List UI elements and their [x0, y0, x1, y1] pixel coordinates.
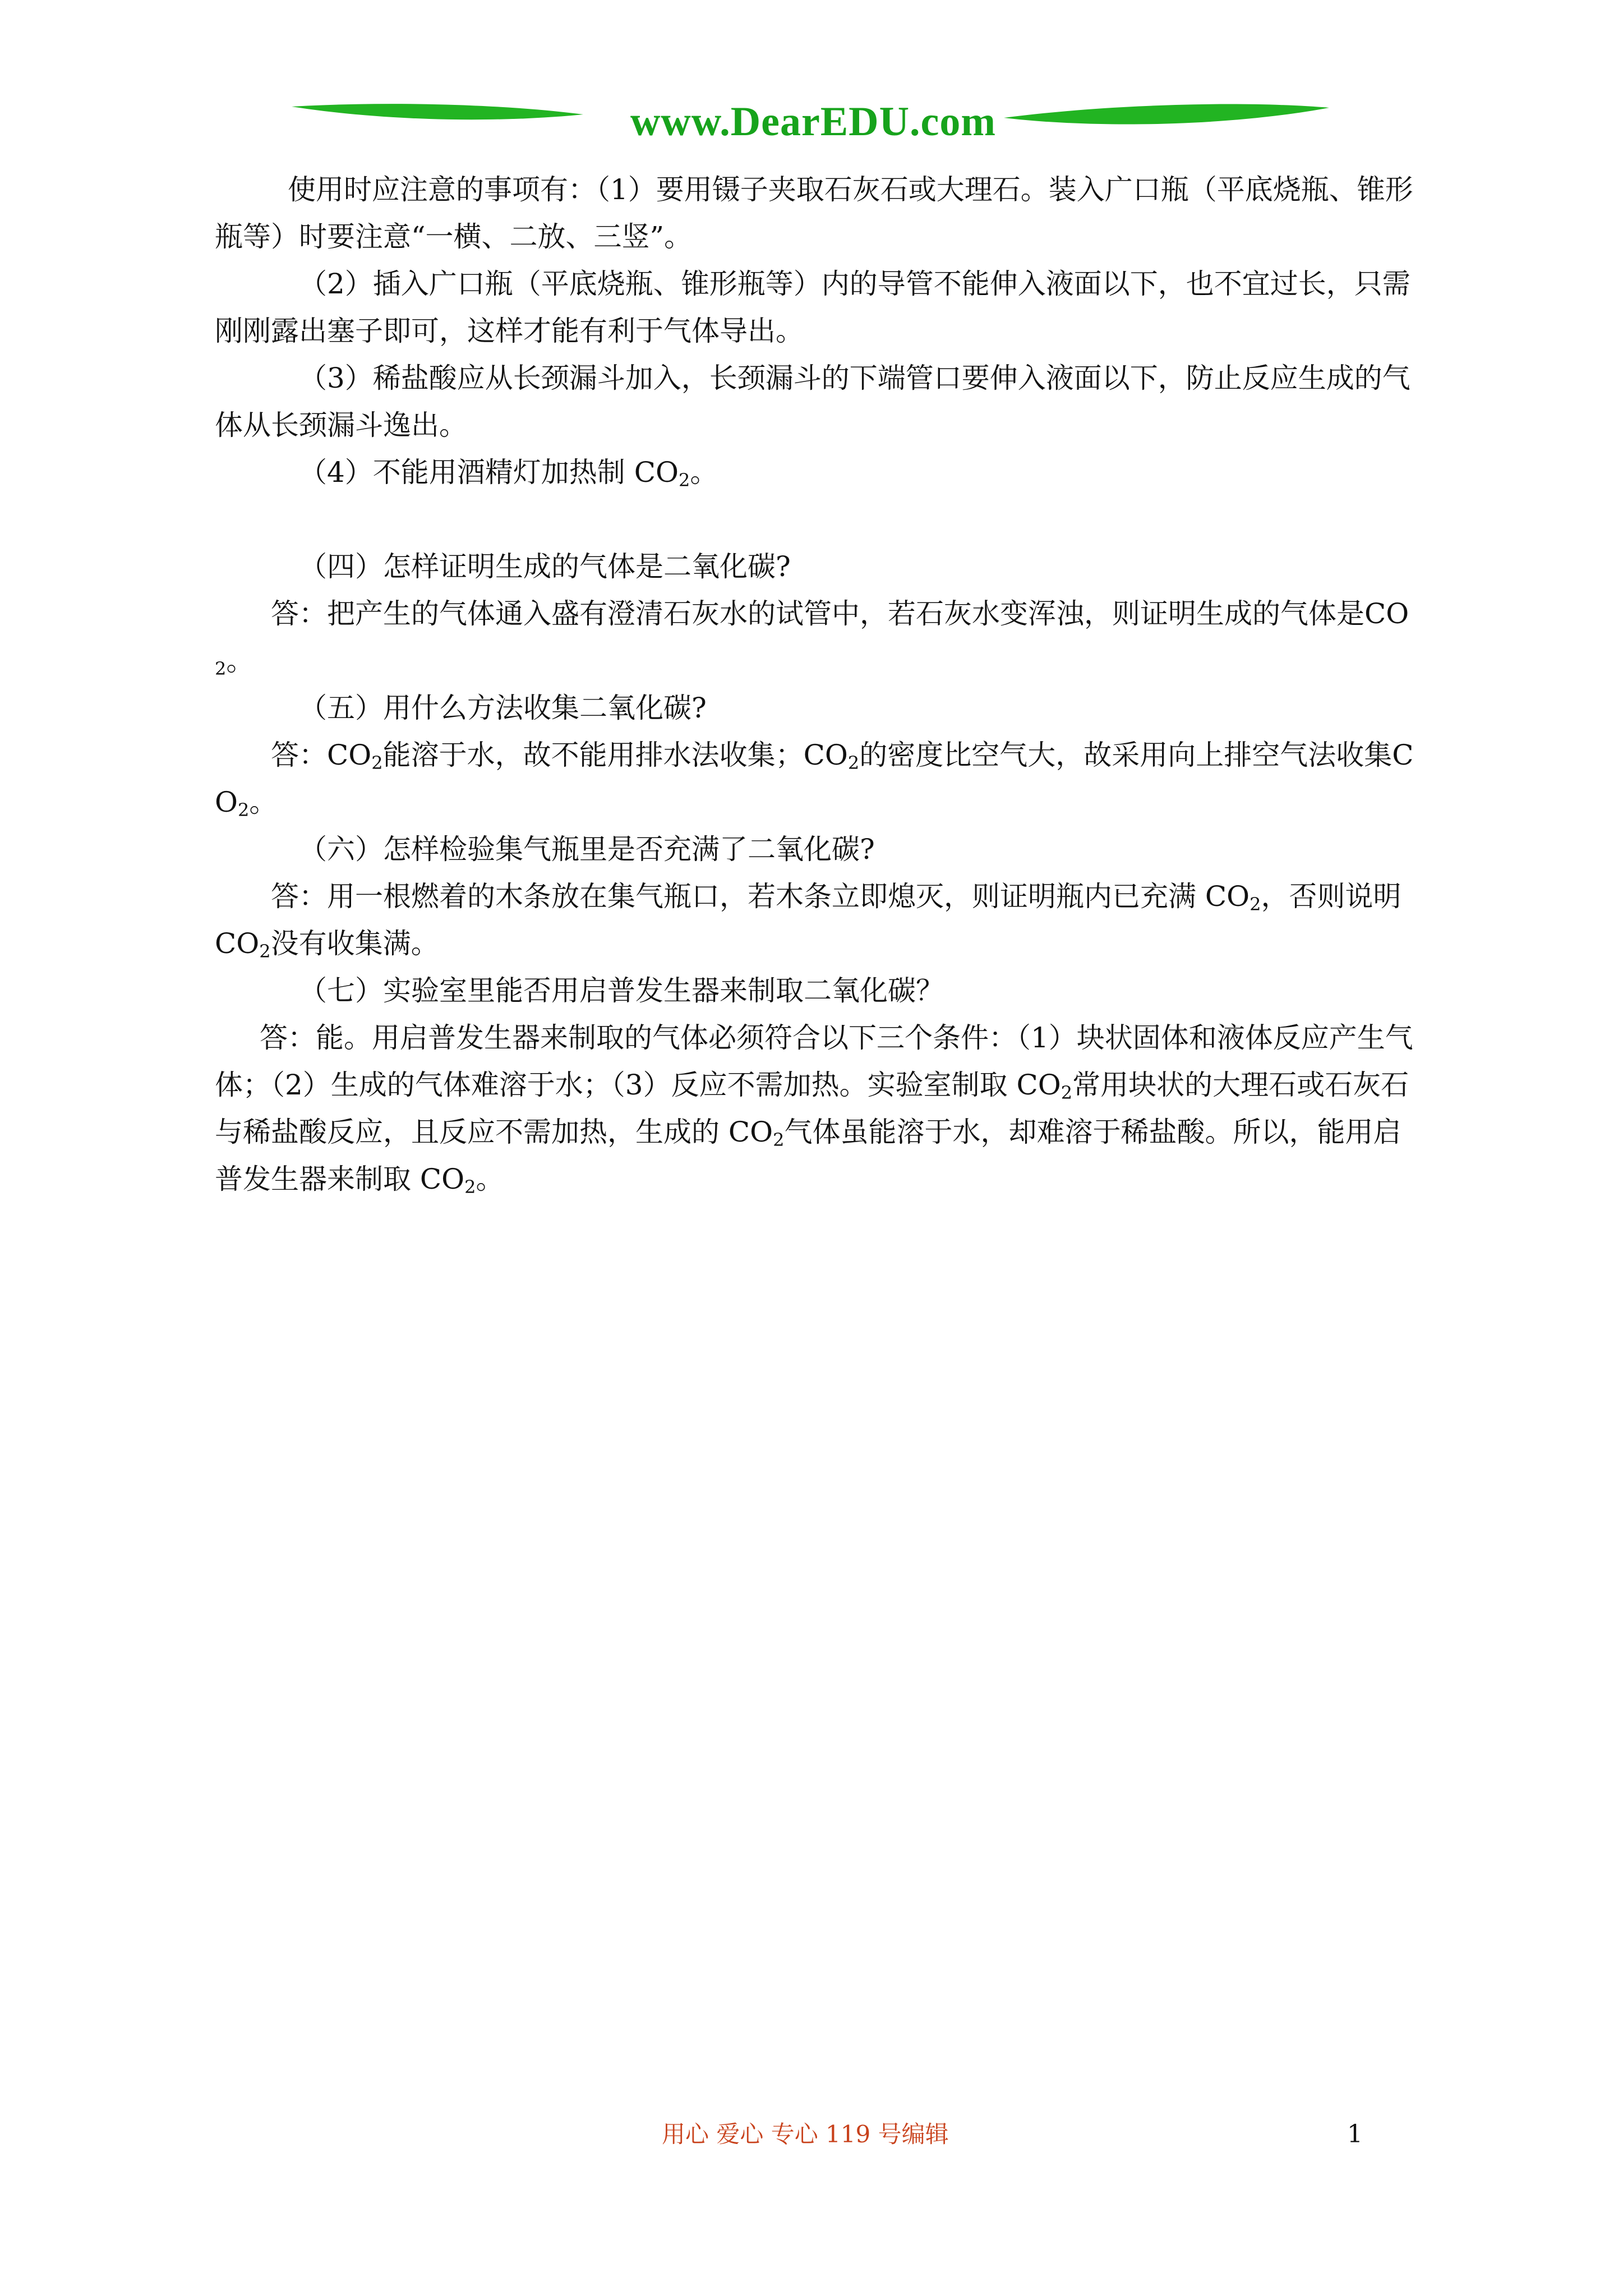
answer-5: 答：$CO_2$能溶于水，故不能用排水法收集；$CO_2$的密度比空气大，故采用向上排空气法收集$CO_2$。: [215, 739, 1414, 821]
spacer: [215, 496, 1415, 543]
paragraph-item-3: （3）稀盐酸应从长颈漏斗加入，长颈漏斗的下端管口要伸入液面以下，防止反应生成的气体从长颈漏斗逸出。: [215, 362, 1410, 441]
paragraph-item-2: （2）插入广口瓶（平底烧瓶、锥形瓶等）内的导管不能伸入液面以下，也不宜过长，只需刚刚露出塞子即可，这样才能有利于气体导出。: [215, 268, 1410, 347]
question-7: （七）实验室里能否用启普发生器来制取二氧化碳？: [299, 974, 944, 1007]
answer-6: 答：用一根燃着的木条放在集气瓶口，若木条立即熄灭，则证明瓶内已充满 $CO_2$，否则说明$CO_2$没有收集满。: [215, 880, 1401, 962]
footer-editor-note: 用心 爱心 专心 119 号编辑: [662, 2120, 949, 2148]
paragraph-item-4: （4）不能用酒精灯加热制 $CO_2$。: [299, 456, 718, 491]
page-footer: [0, 2118, 1623, 2157]
question-4: （四）怎样证明生成的气体是二氧化碳?: [299, 550, 791, 583]
document-body: [215, 166, 1415, 1203]
page-number: 1: [1347, 2120, 1363, 2148]
site-logo-text: www.DearEDU.com: [630, 99, 997, 145]
answer-7: 答：能。用启普发生器来制取的气体必须符合以下三个条件：（1）块状固体和液体反应产生气体；（2）生成的气体难溶于水；（3）反应不需加热。实验室制取 $CO_2$常用块状的大理石或石灰石与稀盐酸反应，且反应不需加热，生成的 $CO_2$气体虽能溶于水，却难溶于稀盐酸。所以，能用启普发生器来制取 $CO_2$。: [215, 1022, 1413, 1198]
question-6: （六）怎样检验集气瓶里是否充满了二氧化碳?: [299, 833, 875, 866]
answer-4: 答：把产生的气体通入盛有澄清石灰水的试管中，若石灰水变浑浊，则证明生成的气体是$CO_2$。: [215, 597, 1409, 679]
paragraph-precautions: 使用时应注意的事项有：（1）要用镊子夹取石灰石或大理石。装入广口瓶（平底烧瓶、锥形瓶等）时要注意“一横、二放、三竖”。: [215, 173, 1413, 253]
question-5: （五）用什么方法收集二氧化碳?: [299, 692, 707, 724]
